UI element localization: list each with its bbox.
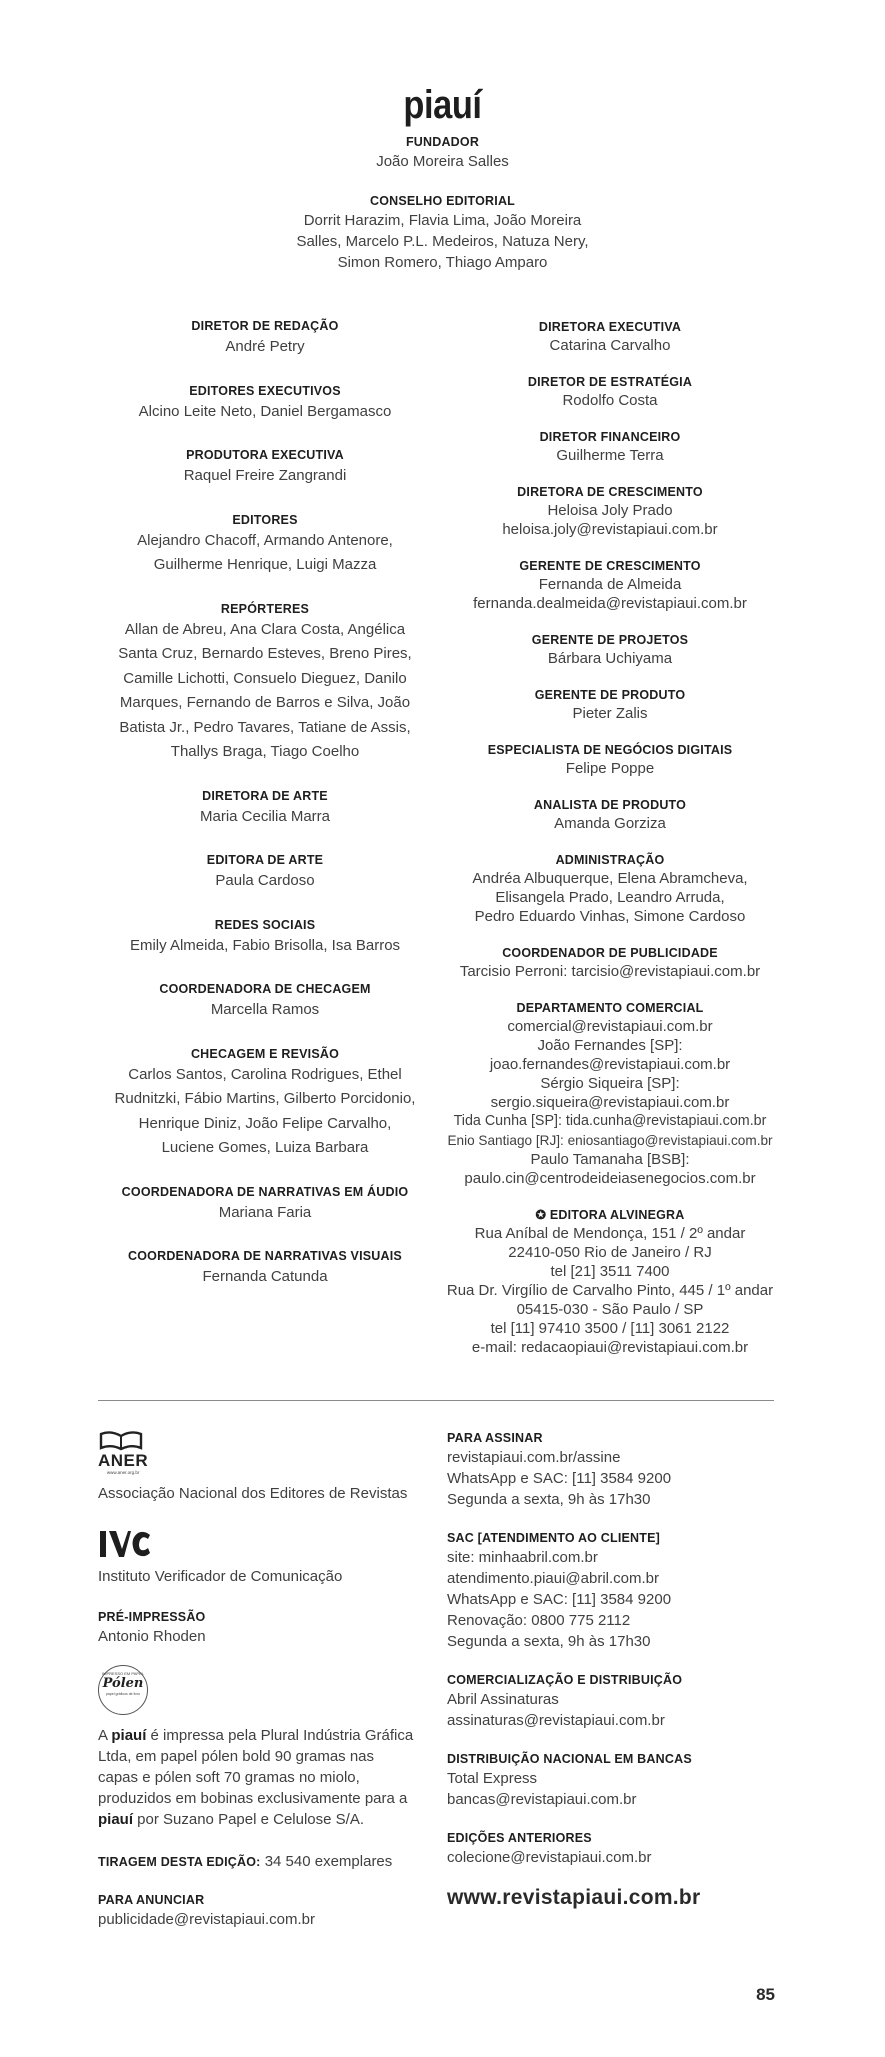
credit-label: REDES SOCIAIS	[214, 917, 316, 932]
credit-label: DIRETORA DE CRESCIMENTO	[517, 485, 703, 499]
credit-line: Thallys Braga, Tiago Coelho	[170, 743, 360, 760]
customer-service-line: atendimento.piaui@abril.com.br	[447, 1570, 659, 1587]
credit-block	[105, 601, 425, 765]
credit-block	[440, 742, 780, 778]
credit-line: André Petry	[225, 338, 305, 355]
subscribe-line: WhatsApp e SAC: [11] 3584 9200	[447, 1470, 672, 1487]
credit-block	[440, 1207, 780, 1357]
printing-notice	[98, 1725, 418, 1830]
customer-service-line: WhatsApp e SAC: [11] 3584 9200	[447, 1591, 672, 1608]
credit-label: EDITORES	[232, 512, 298, 527]
advertise-block	[98, 1892, 428, 1930]
editorial-board-line: Dorrit Harazim, Flavia Lima, João Moreira	[303, 212, 582, 229]
distribution-label: COMERCIALIZAÇÃO E DISTRIBUIÇÃO	[447, 1673, 683, 1687]
credit-block	[105, 981, 425, 1023]
credit-line: Fernanda Catunda	[202, 1268, 328, 1285]
credit-block	[105, 447, 425, 489]
credit-line: Henrique Diniz, João Felipe Carvalho,	[138, 1114, 392, 1132]
email-line: joao.fernandes@revistapiaui.com.br	[489, 1056, 731, 1073]
credit-line: Andréa Albuquerque, Elena Abramcheva,	[472, 870, 748, 887]
credit-label: DIRETOR DE ESTRATÉGIA	[527, 375, 693, 389]
magazine-title: piauí	[403, 83, 482, 127]
phone-line: tel [21] 3511 7400	[550, 1263, 670, 1280]
advertise-email: publicidade@revistapiaui.com.br	[98, 1911, 316, 1928]
distribution-block	[447, 1672, 777, 1731]
credit-label: GERENTE DE CRESCIMENTO	[519, 559, 701, 573]
credit-line: Alcino Leite Neto, Daniel Bergamasco	[138, 402, 392, 420]
credit-block	[440, 1000, 780, 1188]
ivc-name: Instituto Verificador de Comunicação	[98, 1568, 343, 1585]
credit-line: Mariana Faria	[218, 1203, 312, 1221]
footer-left	[98, 1430, 428, 1930]
publisher-label: ✪ EDITORA ALVINEGRA	[535, 1208, 685, 1222]
preprint-value: Antonio Rhoden	[98, 1628, 206, 1645]
credit-line: Raquel Freire Zangrandi	[183, 467, 347, 484]
credit-block	[440, 852, 780, 926]
credit-block	[105, 1248, 425, 1290]
credit-line: Tarcisio Perroni: tarcisio@revistapiaui.com.br	[459, 963, 761, 980]
distribution-line: assinaturas@revistapiaui.com.br	[447, 1712, 665, 1729]
credit-block	[440, 632, 780, 668]
credit-line: Santa Cruz, Bernardo Esteves, Breno Pires,	[118, 645, 412, 662]
credit-line: Catarina Carvalho	[549, 337, 671, 354]
credit-block	[105, 1046, 425, 1161]
back-issues-block	[447, 1830, 777, 1868]
page-number: 85	[756, 1985, 775, 2004]
credit-label: COORDENADORA DE NARRATIVAS VISUAIS	[128, 1249, 402, 1263]
website-url: www.revistapiaui.com.br	[447, 1886, 701, 1909]
brand-name: piauí	[98, 1811, 134, 1828]
credit-line: Pieter Zalis	[572, 705, 648, 722]
aner-logo-text: ANER	[98, 1451, 149, 1470]
polen-logo-top: IMPRESSO EM PAPEL	[102, 1671, 144, 1676]
credit-line: Emily Almeida, Fabio Brisolla, Isa Barros	[129, 936, 401, 954]
founder-label: FUNDADOR	[405, 135, 480, 149]
advertise-label: PARA ANUNCIAR	[98, 1893, 205, 1907]
credit-label: DIRETORA EXECUTIVA	[538, 320, 682, 334]
credit-line: Alejandro Chacoff, Armando Antenore,	[137, 531, 393, 549]
back-issues-line: colecione@revistapiaui.com.br	[447, 1849, 652, 1866]
phone-line: tel [11] 97410 3500 / [11] 3061 2122	[490, 1320, 730, 1337]
credit-block	[105, 1184, 425, 1226]
email-line: e-mail: redacaopiaui@revistapiaui.com.br	[471, 1339, 749, 1356]
credit-block	[105, 788, 425, 830]
aner-name: Associação Nacional dos Editores de Revistas	[98, 1485, 408, 1502]
address-line: Rua Aníbal de Mendonça, 151 / 2º andar	[474, 1225, 746, 1242]
credit-line: Rodolfo Costa	[562, 392, 658, 409]
subscribe-line: Segunda a sexta, 9h às 17h30	[447, 1491, 651, 1508]
credit-label: EDITORES EXECUTIVOS	[189, 383, 341, 398]
credit-line: João Fernandes [SP]:	[537, 1037, 683, 1054]
credit-line: Camille Lichotti, Consuelo Dieguez, Danilo	[123, 669, 407, 687]
credit-line: Maria Cecilia Marra	[199, 807, 331, 825]
address-line: Rua Dr. Virgílio de Carvalho Pinto, 445 / 1º andar	[446, 1282, 774, 1299]
printing-text: A	[98, 1727, 112, 1744]
subscribe-label: PARA ASSINAR	[447, 1431, 543, 1445]
credit-label: DIRETOR FINANCEIRO	[539, 430, 681, 444]
credit-label: DIRETORA DE ARTE	[202, 788, 328, 803]
editorial-board-line: Salles, Marcelo P.L. Medeiros, Natuza Nery,	[296, 233, 589, 250]
credit-line: Felipe Poppe	[565, 760, 655, 777]
credit-label: CHECAGEM E REVISÃO	[190, 1046, 340, 1061]
credit-block	[440, 374, 780, 410]
credit-label: GERENTE DE PROJETOS	[531, 633, 689, 647]
credit-label: EDITORA DE ARTE	[206, 853, 324, 867]
polen-logo	[98, 1665, 148, 1715]
credit-line: Tida Cunha [SP]: tida.cunha@revistapiaui.com.br	[453, 1113, 767, 1129]
credit-line: Enio Santiago [RJ]: eniosantiago@revistapiaui.com.br	[447, 1133, 773, 1148]
credit-block	[440, 687, 780, 723]
credit-line: Elisangela Prado, Leandro Arruda,	[495, 889, 725, 906]
customer-service-line: Segunda a sexta, 9h às 17h30	[447, 1633, 651, 1650]
address-line: 22410-050 Rio de Janeiro / RJ	[508, 1244, 712, 1261]
brand-name: piauí	[111, 1727, 147, 1744]
polen-logo-text: Pólen	[102, 1676, 144, 1691]
credit-label: COORDENADOR DE PUBLICIDADE	[502, 946, 718, 960]
aner-logo	[98, 1430, 148, 1476]
founder-block	[0, 134, 885, 172]
polen-logo-bottom: papel gráficos de livro	[105, 1692, 141, 1696]
credit-label: ANALISTA DE PRODUTO	[533, 798, 687, 812]
email-line: comercial@revistapiaui.com.br	[507, 1018, 713, 1035]
credit-label: ADMINISTRAÇÃO	[555, 853, 665, 867]
preprint-block	[98, 1609, 428, 1647]
credit-line: Paula Cardoso	[215, 872, 315, 889]
credit-line: Marques, Fernando de Barros e Silva, João	[119, 694, 411, 711]
editorial-board-block	[0, 193, 885, 273]
preprint-label: PRÉ-IMPRESSÃO	[98, 1610, 206, 1624]
credit-label: ESPECIALISTA DE NEGÓCIOS DIGITAIS	[487, 743, 733, 757]
editorial-board-line: Simon Romero, Thiago Amparo	[337, 254, 548, 271]
print-run	[98, 1851, 428, 1872]
founder-name: João Moreira Salles	[376, 153, 509, 170]
masthead-header	[0, 82, 885, 273]
credit-label: COORDENADORA DE NARRATIVAS EM ÁUDIO	[121, 1184, 409, 1199]
credit-label: DIRETOR DE REDAÇÃO	[191, 319, 339, 333]
credit-line: Pedro Eduardo Vinhas, Simone Cardoso	[474, 908, 746, 925]
email-line: sergio.siqueira@revistapiaui.com.br	[490, 1094, 730, 1111]
newsstand-line: Total Express	[447, 1770, 538, 1787]
credit-block	[440, 484, 780, 539]
credit-line: Heloisa Joly Prado	[547, 502, 673, 519]
customer-service-block	[447, 1530, 777, 1652]
email-line: paulo.cin@centrodeideiasenegocios.com.br	[464, 1170, 756, 1187]
left-credits-column	[105, 318, 425, 1313]
credit-block	[105, 852, 425, 894]
credit-line: Batista Jr., Pedro Tavares, Tatiane de Assis,	[119, 718, 411, 736]
newsstand-label: DISTRIBUIÇÃO NACIONAL EM BANCAS	[447, 1752, 692, 1766]
credit-label: REPÓRTERES	[220, 601, 310, 616]
credit-label: COORDENADORA DE CHECAGEM	[159, 982, 371, 996]
printing-text: é impressa pela Plural Indústria Gráfica Ltda, em papel pólen bold 90 gramas nas capas e pólen soft 70 gramas no miolo, produzidos em bobinas exclusivamente para a	[98, 1727, 414, 1807]
distribution-line: Abril Assinaturas	[447, 1691, 559, 1708]
credit-line: Sérgio Siqueira [SP]:	[540, 1075, 680, 1092]
credit-line: Fernanda de Almeida	[538, 576, 682, 593]
credit-block	[105, 917, 425, 959]
credit-block	[440, 429, 780, 465]
credit-line: Marcella Ramos	[210, 1001, 320, 1018]
printing-text: por Suzano Papel e Celulose S/A.	[133, 1811, 364, 1828]
credit-block	[105, 318, 425, 360]
customer-service-line: site: minhaabril.com.br	[447, 1549, 598, 1566]
credit-label: PRODUTORA EXECUTIVA	[186, 448, 344, 462]
credit-line: Bárbara Uchiyama	[547, 650, 673, 667]
subscribe-line: revistapiaui.com.br/assine	[447, 1449, 621, 1466]
credit-block	[440, 319, 780, 355]
credit-line: Paulo Tamanaha [BSB]:	[530, 1151, 690, 1168]
credit-block	[440, 797, 780, 833]
credit-line: Allan de Abreu, Ana Clara Costa, Angélica	[124, 620, 406, 638]
back-issues-label: EDIÇÕES ANTERIORES	[447, 1831, 592, 1845]
credit-block	[440, 558, 780, 613]
credit-line: Luciene Gomes, Luiza Barbara	[161, 1139, 369, 1156]
credit-label: GERENTE DE PRODUTO	[534, 688, 686, 702]
ivc-logo	[98, 1528, 428, 1560]
credit-block	[105, 383, 425, 425]
editorial-board-label: CONSELHO EDITORIAL	[369, 194, 516, 208]
newsstand-block	[447, 1751, 777, 1810]
address-line: 05415-030 - São Paulo / SP	[516, 1301, 704, 1318]
section-divider	[98, 1400, 774, 1401]
newsstand-line: bancas@revistapiaui.com.br	[447, 1791, 637, 1808]
customer-service-line: Renovação: 0800 775 2112	[447, 1612, 631, 1629]
credit-line: Amanda Gorziza	[554, 815, 666, 832]
subscribe-block	[447, 1430, 777, 1510]
credit-label: DEPARTAMENTO COMERCIAL	[516, 1001, 704, 1015]
email-line: heloisa.joly@revistapiaui.com.br	[502, 521, 718, 538]
customer-service-label: SAC [ATENDIMENTO AO CLIENTE]	[447, 1531, 661, 1545]
credit-block	[440, 945, 780, 981]
aner-logo-url: www.aner.org.br	[106, 1470, 140, 1475]
print-run-value: 34 540 exemplares	[260, 1853, 393, 1870]
email-line: fernanda.dealmeida@revistapiaui.com.br	[473, 595, 747, 612]
right-credits-column	[440, 319, 780, 1376]
credit-block	[105, 512, 425, 578]
credit-line: Guilherme Terra	[556, 447, 664, 464]
open-book-icon	[98, 1430, 144, 1452]
credit-line: Guilherme Henrique, Luigi Mazza	[153, 556, 377, 573]
ivc-logo-icon	[98, 1529, 152, 1559]
print-run-label: TIRAGEM DESTA EDIÇÃO:	[98, 1855, 261, 1869]
footer-right	[447, 1430, 777, 1910]
credit-line: Carlos Santos, Carolina Rodrigues, Ethel	[128, 1065, 402, 1083]
credit-line: Rudnitzki, Fábio Martins, Gilberto Porcidonio,	[114, 1090, 416, 1107]
